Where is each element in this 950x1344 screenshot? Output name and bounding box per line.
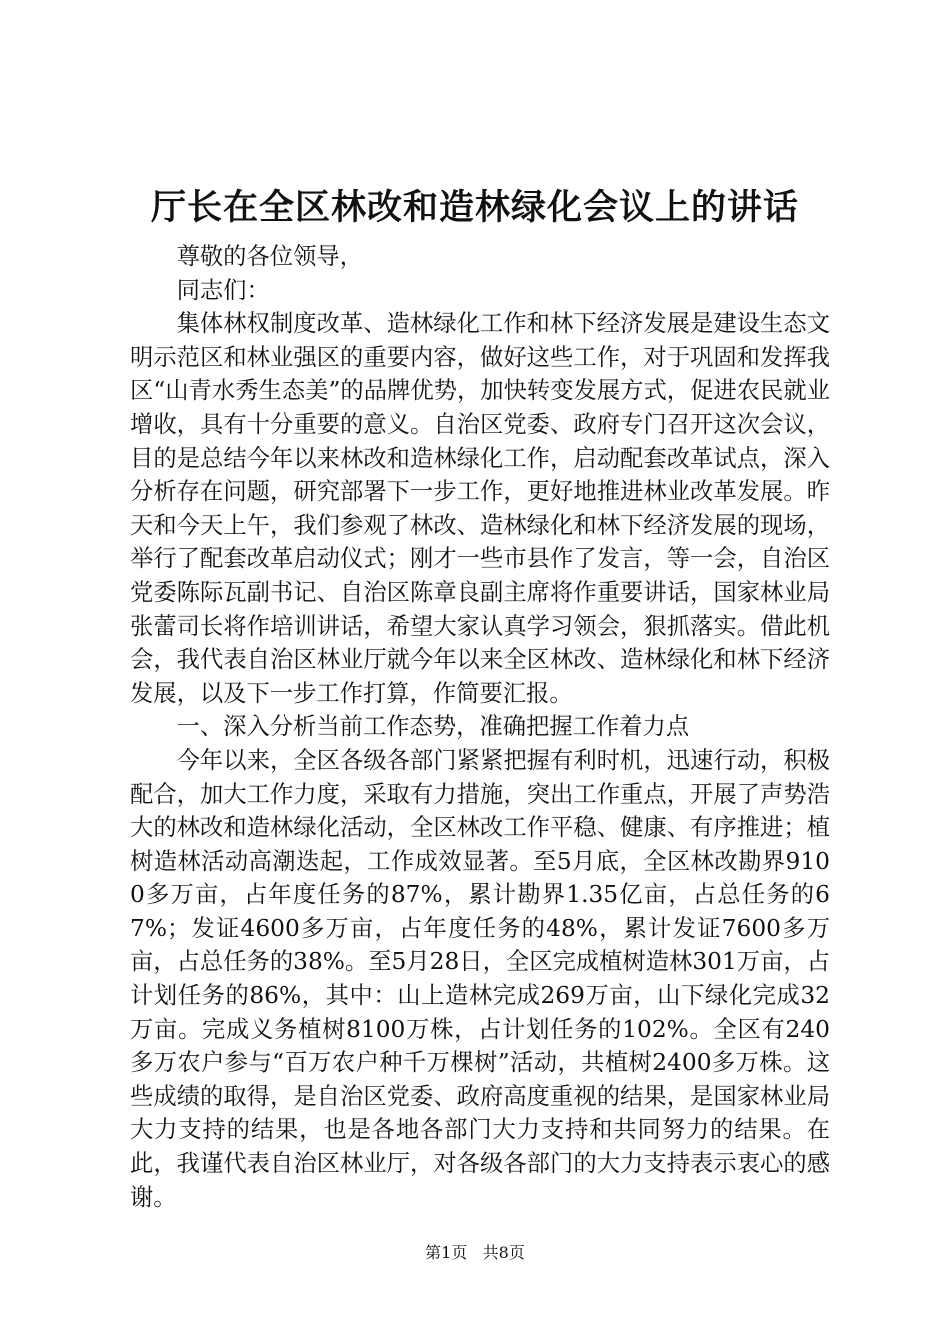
body-paragraph: 今年以来，全区各级各部门紧紧把握有利时机，迅速行动，积极配合，加大工作力度，采取有力措施，突出工作重点，开展了声势浩大的林改和造林绿化活动，全区林改工作平稳、健康、有序推进；植树造林活动高潮迭起，工作成效显著。至5月底，全区林改勘界9100多万亩，占年度任务的87%，累计勘界1.35亿亩，占总任务的67%；发证4600多万亩，占年度任务的48%，累计发证7600多万亩，占总任务的38%。至5月28日，全区完成植树造林301万亩，占计划任务的86%，其中：山上造林完成269万亩，山下绿化完成32万亩。完成义务植树8100万株，占计划任务的102%。全区有240多万农户参与“百万农户种千万棵树”活动，共植树2400多万株。这些成绩的取得，是自治区党委、政府高度重视的结果，是国家林业局大力支持的结果，也是各地各部门大力支持和共同努力的结果。在此，我谨代表自治区林业厅，对各级各部门的大力支持表示衷心的感谢。 xyxy=(130,746,830,1211)
page-separator xyxy=(472,1243,477,1262)
greeting-line: 尊敬的各位领导， xyxy=(176,243,363,270)
document-body xyxy=(130,240,830,1214)
greeting-line: 同志们： xyxy=(176,276,270,304)
page-footer xyxy=(0,1241,950,1265)
page-total: 共8页 xyxy=(482,1243,525,1262)
body-paragraph: 集体林权制度改革、造林绿化工作和林下经济发展是建设生态文明示范区和林业强区的重要内容，做好这些工作，对于巩固和发挥我区“山青水秀生态美”的品牌优势，加快转变发展方式，促进农民就业增收，具有十分重要的意义。自治区党委、政府专门召开这次会议，目的是总结今年以来林改和造林绿化工作，启动配套改革试点，深入分析存在问题，研究部署下一步工作，更好地推进林业改革发展。昨天和今天上午，我们参观了林改、造林绿化和林下经济发展的现场，举行了配套改革启动仪式；刚才一些市县作了发言，等一会，自治区党委陈际瓦副书记、自治区陈章良副主席将作重要讲话，国家林业局张蕾司长将作培训讲话，希望大家认真学习领会，狠抓落实。借此机会，我代表自治区林业厅就今年以来全区林改、造林绿化和林下经济发展，以及下一步工作打算，作简要汇报。 xyxy=(130,310,830,707)
document-title: 厅长在全区林改和造林绿化会议上的讲话 xyxy=(150,187,799,228)
page-number: 第1页 xyxy=(425,1243,468,1262)
section-heading: 一、深入分析当前工作态势，准确把握工作着力点 xyxy=(176,713,690,741)
